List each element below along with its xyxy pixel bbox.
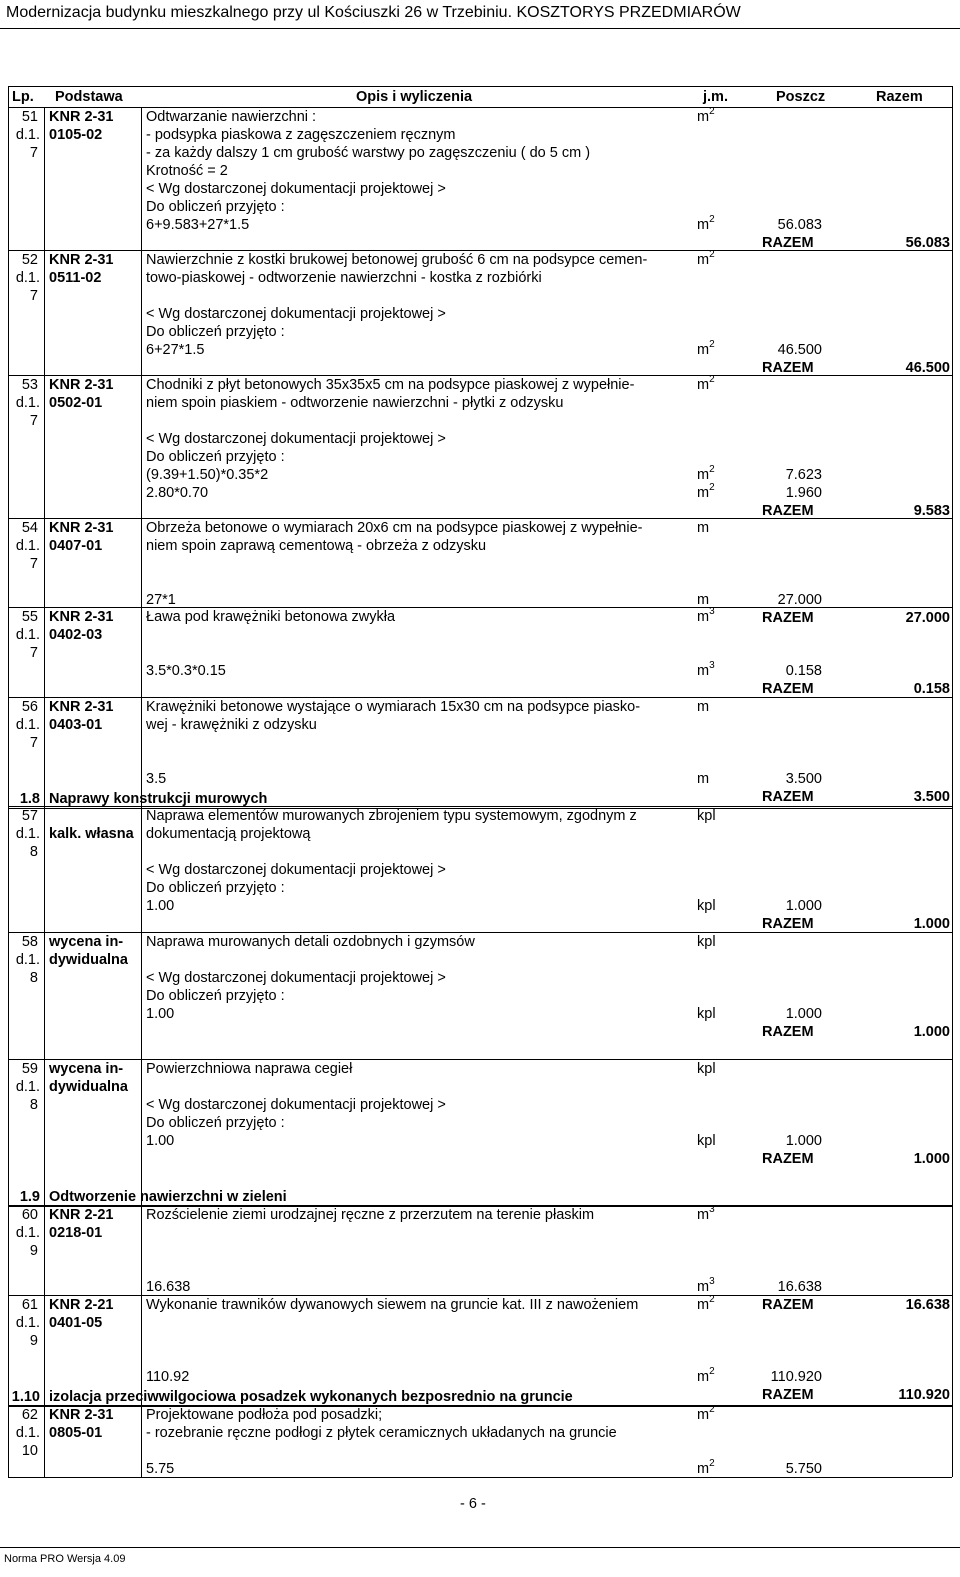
lp-column-rule	[44, 376, 45, 518]
basis-column-rule	[141, 807, 142, 932]
basis-code: wycena in-	[49, 934, 124, 950]
basis-code: kalk. własna	[49, 826, 134, 842]
lp-number: d.1.	[15, 270, 40, 286]
description-text: Ława pod krawężniki betonowa zwykła	[146, 609, 396, 625]
razem-total: 0.158	[913, 681, 950, 697]
lp-column-rule	[44, 1296, 45, 1405]
item-unit: m	[697, 699, 710, 715]
section-bottom-rule	[8, 1406, 952, 1407]
calc-expression: 16.638	[146, 1279, 191, 1295]
razem-total: 27.000	[905, 610, 950, 626]
section-title: Odtworzenie nawierzchni w zieleni	[49, 1189, 287, 1205]
calc-value: 46.500	[777, 342, 822, 358]
lp-number: 61	[21, 1297, 38, 1313]
header-rule	[0, 28, 960, 29]
lp-number: 8	[29, 844, 38, 860]
razem-total: 46.500	[905, 360, 950, 376]
lp-column-rule	[44, 698, 45, 806]
lp-number: 7	[29, 556, 38, 572]
calc-intro: Do obliczeń przyjęto :	[146, 988, 285, 1004]
calc-unit: $m^2$	[697, 214, 715, 233]
calc-expression: 1.00	[146, 1133, 175, 1149]
calc-expression: 110.92	[146, 1369, 190, 1385]
lp-number: d.1.	[15, 952, 40, 968]
column-header-podstawa: Podstawa	[55, 89, 123, 105]
footer-rule	[0, 1547, 960, 1548]
razem-total: 3.500	[913, 789, 950, 805]
calc-unit: m	[697, 592, 710, 608]
section-bottom-rule	[8, 808, 952, 809]
razem-total: 1.000	[913, 1024, 950, 1040]
section-number: 1.9	[19, 1189, 40, 1205]
lp-number: 60	[21, 1207, 38, 1223]
razem-label: RAZEM	[762, 1387, 814, 1403]
razem-label: RAZEM	[762, 1024, 814, 1040]
razem-total: 9.583	[913, 503, 950, 519]
description-text: - rozebranie ręczne podłogi z płytek ceramicznych układanych na gruncie	[146, 1425, 617, 1441]
section-title: Naprawy konstrukcji murowych	[49, 791, 268, 807]
basis-code: dywidualna	[49, 1079, 128, 1095]
source-note: < Wg dostarczonej dokumentacji projektowej >	[146, 970, 446, 986]
calc-unit: $m^2$	[697, 1366, 715, 1385]
basis-column-rule	[141, 1406, 142, 1477]
basis-column-rule	[141, 608, 142, 697]
lp-number: 9	[29, 1333, 38, 1349]
section-bottom-rule	[8, 1206, 952, 1207]
basis-code: wycena in-	[49, 1061, 124, 1077]
basis-code: KNR 2-21	[49, 1207, 114, 1223]
lp-column-rule	[44, 1406, 45, 1477]
calc-value: 1.960	[785, 485, 822, 501]
lp-number: d.1.	[15, 395, 40, 411]
razem-total: 110.920	[898, 1387, 950, 1403]
description-text: Chodniki z płyt betonowych 35x35x5 cm na podsypce piaskowej z wypełnie-	[146, 377, 635, 393]
razem-total: 1.000	[913, 1151, 950, 1167]
lp-number: d.1.	[15, 1225, 40, 1241]
basis-column-rule	[141, 108, 142, 250]
lp-number: 56	[21, 699, 38, 715]
lp-number: 53	[21, 377, 38, 393]
basis-code: 0403-01	[49, 717, 103, 733]
description-text: wej - krawężniki z odzysku	[146, 717, 317, 733]
calc-unit: m	[697, 771, 710, 787]
calc-value: 5.750	[785, 1461, 822, 1477]
calc-expression: 1.00	[146, 1006, 175, 1022]
calc-value: 1.000	[785, 1133, 822, 1149]
item-unit: $m^2$	[697, 374, 715, 393]
item-unit: $m^3$	[697, 1204, 715, 1223]
lp-number: 8	[29, 1097, 38, 1113]
lp-number: 7	[29, 735, 38, 751]
table-top-rule	[8, 86, 952, 87]
razem-total: 16.638	[905, 1297, 950, 1313]
description-text: Naprawa murowanych detali ozdobnych i gzymsów	[146, 934, 475, 950]
basis-column-rule	[141, 376, 142, 518]
calc-expression: 6+27*1.5	[146, 342, 205, 358]
column-header-razem: Razem	[876, 89, 923, 105]
source-note: < Wg dostarczonej dokumentacji projektowej >	[146, 862, 446, 878]
lp-column-rule	[44, 933, 45, 1059]
razem-label: RAZEM	[762, 503, 814, 519]
lp-column-rule	[44, 251, 45, 375]
calc-expression: 3.5	[146, 771, 167, 787]
calc-intro: Do obliczeń przyjęto :	[146, 1115, 285, 1131]
description-text: Obrzeża betonowe o wymiarach 20x6 cm na podsypce piaskowej z wypełnie-	[146, 520, 643, 536]
lp-number: 57	[21, 808, 38, 824]
lp-column-rule	[44, 1060, 45, 1205]
item-unit: $m^3$	[697, 606, 715, 625]
calc-intro: Do obliczeń przyjęto :	[146, 880, 285, 896]
lp-number: d.1.	[15, 1315, 40, 1331]
lp-column-rule	[44, 1206, 45, 1295]
basis-code: KNR 2-31	[49, 1407, 114, 1423]
calc-value: 56.083	[777, 217, 822, 233]
lp-number: 52	[21, 252, 38, 268]
calc-unit: $m^2$	[697, 1458, 715, 1477]
basis-code: 0402-03	[49, 627, 103, 643]
column-header-lp: Lp.	[12, 89, 34, 105]
lp-number: 8	[29, 970, 38, 986]
calc-value: 110.920	[770, 1369, 822, 1385]
lp-number: 10	[21, 1443, 38, 1459]
calc-intro: Do obliczeń przyjęto :	[146, 199, 285, 215]
column-header-poszcz: Poszcz	[776, 89, 826, 105]
razem-label: RAZEM	[762, 360, 814, 376]
section-number: 1.8	[19, 791, 40, 807]
basis-code: 0105-02	[49, 127, 103, 143]
table-left-border	[8, 86, 9, 1477]
source-note: < Wg dostarczonej dokumentacji projektowej >	[146, 1097, 446, 1113]
lp-number: d.1.	[15, 1425, 40, 1441]
calc-value: 27.000	[777, 592, 822, 608]
lp-number: 54	[21, 520, 38, 536]
calc-value: 16.638	[777, 1279, 822, 1295]
description-text: Krawężniki betonowe wystające o wymiarach 15x30 cm na podsypce piasko-	[146, 699, 641, 715]
basis-code: 0502-01	[49, 395, 103, 411]
lp-number: 7	[29, 288, 38, 304]
table-right-border	[952, 86, 953, 1477]
description-text: Nawierzchnie z kostki brukowej betonowej grubość 6 cm na podsypce cemen-	[146, 252, 648, 268]
column-header-jm: j.m.	[703, 89, 728, 105]
item-unit: kpl	[697, 808, 716, 824]
razem-label: RAZEM	[762, 1151, 814, 1167]
calc-unit: $m^2$	[697, 482, 715, 501]
lp-column-rule	[44, 608, 45, 697]
lp-number: 7	[29, 645, 38, 661]
lp-number: 59	[21, 1061, 38, 1077]
calc-expression: 5.75	[146, 1461, 175, 1477]
calc-intro: Do obliczeń przyjęto :	[146, 324, 285, 340]
item-bottom-rule	[8, 1477, 952, 1478]
item-unit: kpl	[697, 934, 716, 950]
description-text: niem spoin piaskiem - odtworzenie nawierzchni - płytki z odzysku	[146, 395, 564, 411]
calc-value: 3.500	[785, 771, 822, 787]
source-note: < Wg dostarczonej dokumentacji projektowej >	[146, 306, 446, 322]
basis-code: 0401-05	[49, 1315, 103, 1331]
calc-expression: 2.80*0.70	[146, 485, 209, 501]
razem-label: RAZEM	[762, 610, 814, 626]
lp-column-rule	[44, 108, 45, 250]
lp-column-rule	[44, 807, 45, 932]
description-text: Krotność = 2	[146, 163, 228, 179]
basis-code: 0511-02	[49, 270, 102, 286]
basis-code: KNR 2-31	[49, 520, 114, 536]
calc-unit: $m^3$	[697, 660, 715, 679]
item-unit: $m^2$	[697, 1294, 715, 1313]
item-unit: $m^2$	[697, 249, 715, 268]
basis-column-rule	[141, 519, 142, 607]
lp-number: d.1.	[15, 1079, 40, 1095]
lp-number: d.1.	[15, 127, 40, 143]
lp-number: d.1.	[15, 627, 40, 643]
basis-column-rule	[141, 1060, 142, 1205]
software-footer: Norma PRO Wersja 4.09	[4, 1553, 126, 1565]
calc-unit: $m^2$	[697, 464, 715, 483]
calc-value: 1.000	[785, 898, 822, 914]
lp-number: d.1.	[15, 538, 40, 554]
source-note: < Wg dostarczonej dokumentacji projektowej >	[146, 431, 446, 447]
description-text: Odtwarzanie nawierzchni :	[146, 109, 317, 125]
section-title: izolacja przeciwwilgociowa posadzek wykonanych bezposrednio na gruncie	[49, 1389, 573, 1405]
calc-expression: 1.00	[146, 898, 175, 914]
calc-expression: 3.5*0.3*0.15	[146, 663, 226, 679]
basis-code: 0407-01	[49, 538, 103, 554]
basis-column-rule	[141, 1206, 142, 1295]
calc-value: 7.623	[785, 467, 822, 483]
lp-number: 51	[21, 109, 38, 125]
description-text: Projektowane podłoża pod posadzki;	[146, 1407, 383, 1423]
calc-unit: kpl	[697, 1006, 716, 1022]
description-text: - za każdy dalszy 1 cm grubość warstwy po zagęszczeniu ( do 5 cm )	[146, 145, 591, 161]
lp-number: 7	[29, 413, 38, 429]
razem-label: RAZEM	[762, 789, 814, 805]
razem-label: RAZEM	[762, 681, 814, 697]
basis-code: KNR 2-31	[49, 699, 114, 715]
basis-code: KNR 2-31	[49, 109, 114, 125]
razem-label: RAZEM	[762, 235, 814, 251]
calc-unit: kpl	[697, 1133, 716, 1149]
item-unit: $m^2$	[697, 106, 715, 125]
razem-label: RAZEM	[762, 916, 814, 932]
calc-value: 0.158	[785, 663, 822, 679]
basis-code: KNR 2-31	[49, 252, 114, 268]
source-note: < Wg dostarczonej dokumentacji projektowej >	[146, 181, 446, 197]
lp-number: 58	[21, 934, 38, 950]
basis-code: KNR 2-31	[49, 609, 114, 625]
description-text: niem spoin zaprawą cementową - obrzeża z odzysku	[146, 538, 487, 554]
basis-code: dywidualna	[49, 952, 128, 968]
column-header-opis: Opis i wyliczenia	[356, 89, 473, 105]
item-unit: $m^2$	[697, 1404, 715, 1423]
description-text: Naprawa elementów murowanych zbrojeniem typu systemowym, zgodnym z	[146, 808, 637, 824]
page-number: - 6 -	[460, 1496, 486, 1512]
section-number: 1.10	[11, 1389, 40, 1405]
item-unit: m	[697, 520, 710, 536]
description-text: towo-piaskowej - odtworzenie nawierzchni - kostka z rozbiórki	[146, 270, 542, 286]
lp-number: 9	[29, 1243, 38, 1259]
description-text: Powierzchniowa naprawa cegieł	[146, 1061, 353, 1077]
razem-total: 56.083	[905, 235, 950, 251]
description-text: Rozścielenie ziemi urodzajnej ręczne z przerzutem na terenie płaskim	[146, 1207, 595, 1223]
basis-column-rule	[141, 251, 142, 375]
description-text: Wykonanie trawników dywanowych siewem na gruncie kat. III z nawożeniem	[146, 1297, 639, 1313]
razem-total: 1.000	[913, 916, 950, 932]
calc-unit: $m^2$	[697, 339, 715, 358]
lp-number: 62	[21, 1407, 38, 1423]
lp-number: d.1.	[15, 826, 40, 842]
basis-column-rule	[141, 933, 142, 1059]
lp-number: 7	[29, 145, 38, 161]
document-title: Modernizacja budynku mieszkalnego przy ul Kościuszki 26 w Trzebiniu. KOSZTORYS PRZEDMIARÓW	[6, 4, 741, 21]
lp-number: d.1.	[15, 717, 40, 733]
basis-code: KNR 2-31	[49, 377, 114, 393]
calc-expression: 27*1	[146, 592, 176, 608]
item-unit: kpl	[697, 1061, 716, 1077]
lp-column-rule	[44, 519, 45, 607]
razem-label: RAZEM	[762, 1297, 814, 1313]
basis-code: 0805-01	[49, 1425, 103, 1441]
description-text: dokumentacją projektową	[146, 826, 311, 842]
calc-unit: $m^3$	[697, 1276, 715, 1295]
calc-value: 1.000	[785, 1006, 822, 1022]
basis-code: 0218-01	[49, 1225, 103, 1241]
calc-expression: 6+9.583+27*1.5	[146, 217, 250, 233]
calc-intro: Do obliczeń przyjęto :	[146, 449, 285, 465]
calc-unit: kpl	[697, 898, 716, 914]
calc-expression: (9.39+1.50)*0.35*2	[146, 467, 269, 483]
basis-code: KNR 2-21	[49, 1297, 114, 1313]
description-text: - podsypka piaskowa z zagęszczeniem ręcznym	[146, 127, 456, 143]
lp-number: 55	[21, 609, 38, 625]
